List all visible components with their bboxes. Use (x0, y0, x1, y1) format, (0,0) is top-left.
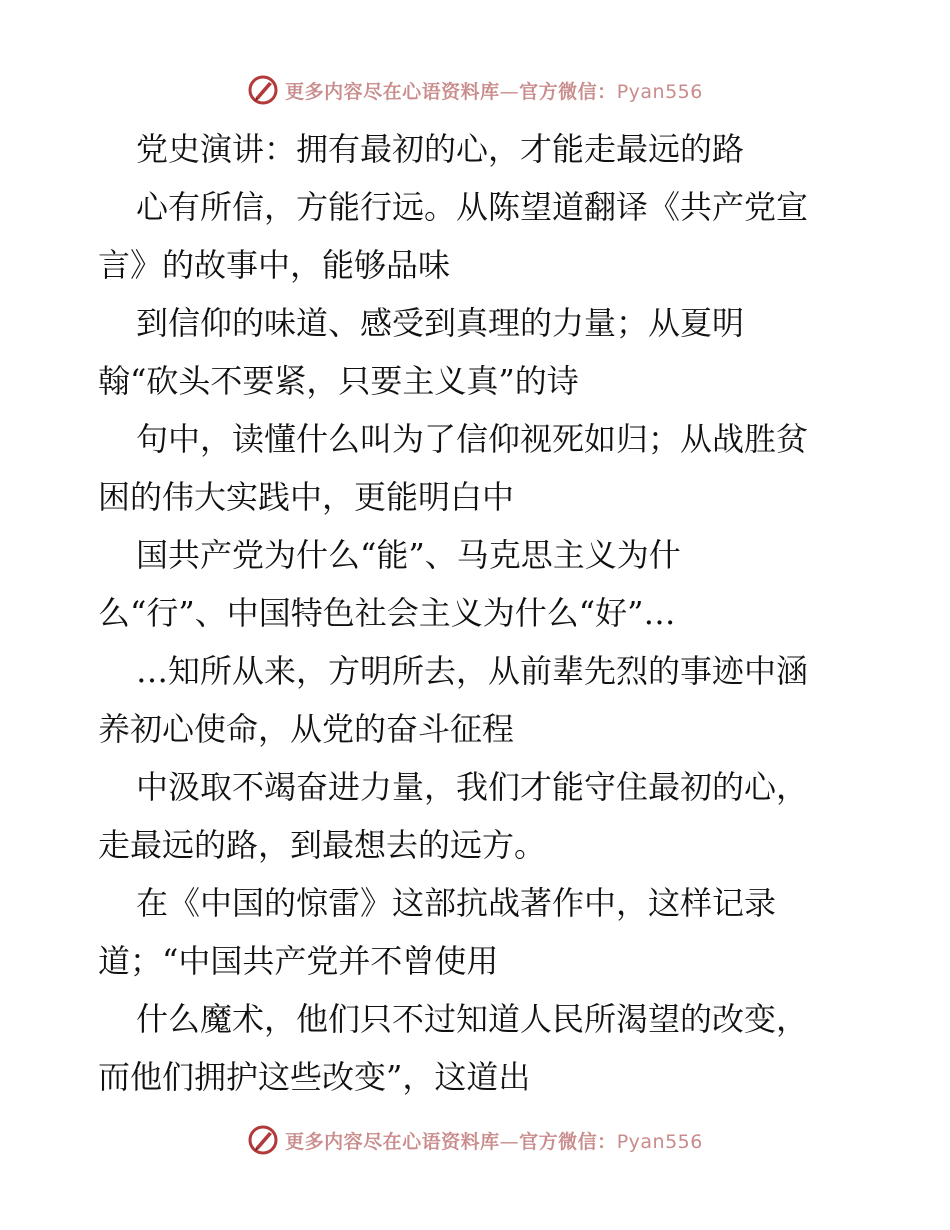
text-line: 句中，读懂什么叫为了信仰视死如归；从战胜贫 (136, 420, 809, 458)
watermark-separator: — (499, 80, 520, 103)
text-line: 心有所信，方能行远。从陈望道翻译《共产党宣 (136, 188, 809, 226)
text-line: 么“行”、中国特色社会主义为什么“好”… (98, 594, 676, 632)
watermark-account: Pyan556 (616, 1130, 703, 1153)
watermark-official: 官方微信： (519, 1130, 617, 1153)
watermark-account: Pyan556 (616, 80, 703, 103)
watermark-separator: — (499, 1130, 520, 1153)
text-line: 中汲取不竭奋进力量，我们才能守住最初的心， (136, 768, 809, 806)
watermark-text (285, 1127, 703, 1154)
document-body (98, 120, 858, 1106)
text-line: 什么魔术，他们只不过知道人民所渴望的改变， (136, 1000, 809, 1038)
text-line: 走最远的路，到最想去的远方。 (98, 826, 547, 864)
watermark-text (285, 77, 703, 104)
text-line: 到信仰的味道、感受到真理的力量；从夏明 (136, 304, 745, 342)
watermark-cn: 更多内容尽在心语资料库 (285, 1130, 500, 1153)
text-line: 养初心使命，从党的奋斗征程 (98, 710, 515, 748)
watermark-cn: 更多内容尽在心语资料库 (285, 80, 500, 103)
text-line: …知所从来，方明所去，从前辈先烈的事迹中涵 (136, 652, 809, 690)
text-line: 党史演讲：拥有最初的心，才能走最远的路 (136, 130, 745, 168)
watermark-official: 官方微信： (519, 80, 617, 103)
quill-pen-circle-icon (247, 1124, 279, 1156)
quill-pen-circle-icon (247, 74, 279, 106)
text-line: 翰“砍头不要紧，只要主义真”的诗 (98, 362, 579, 400)
text-line: 言》的故事中，能够品味 (98, 246, 451, 284)
text-line: 国共产党为什么“能”、马克思主义为什 (136, 536, 681, 574)
text-line: 在《中国的惊雷》这部抗战著作中，这样记录 (136, 884, 777, 922)
text-line: 道；“中国共产党并不曾使用 (98, 942, 499, 980)
footer-watermark (0, 1120, 950, 1160)
text-line: 困的伟大实践中，更能明白中 (98, 478, 515, 516)
text-line: 而他们拥护这些改变”，这道出 (98, 1058, 531, 1096)
header-watermark (0, 70, 950, 110)
